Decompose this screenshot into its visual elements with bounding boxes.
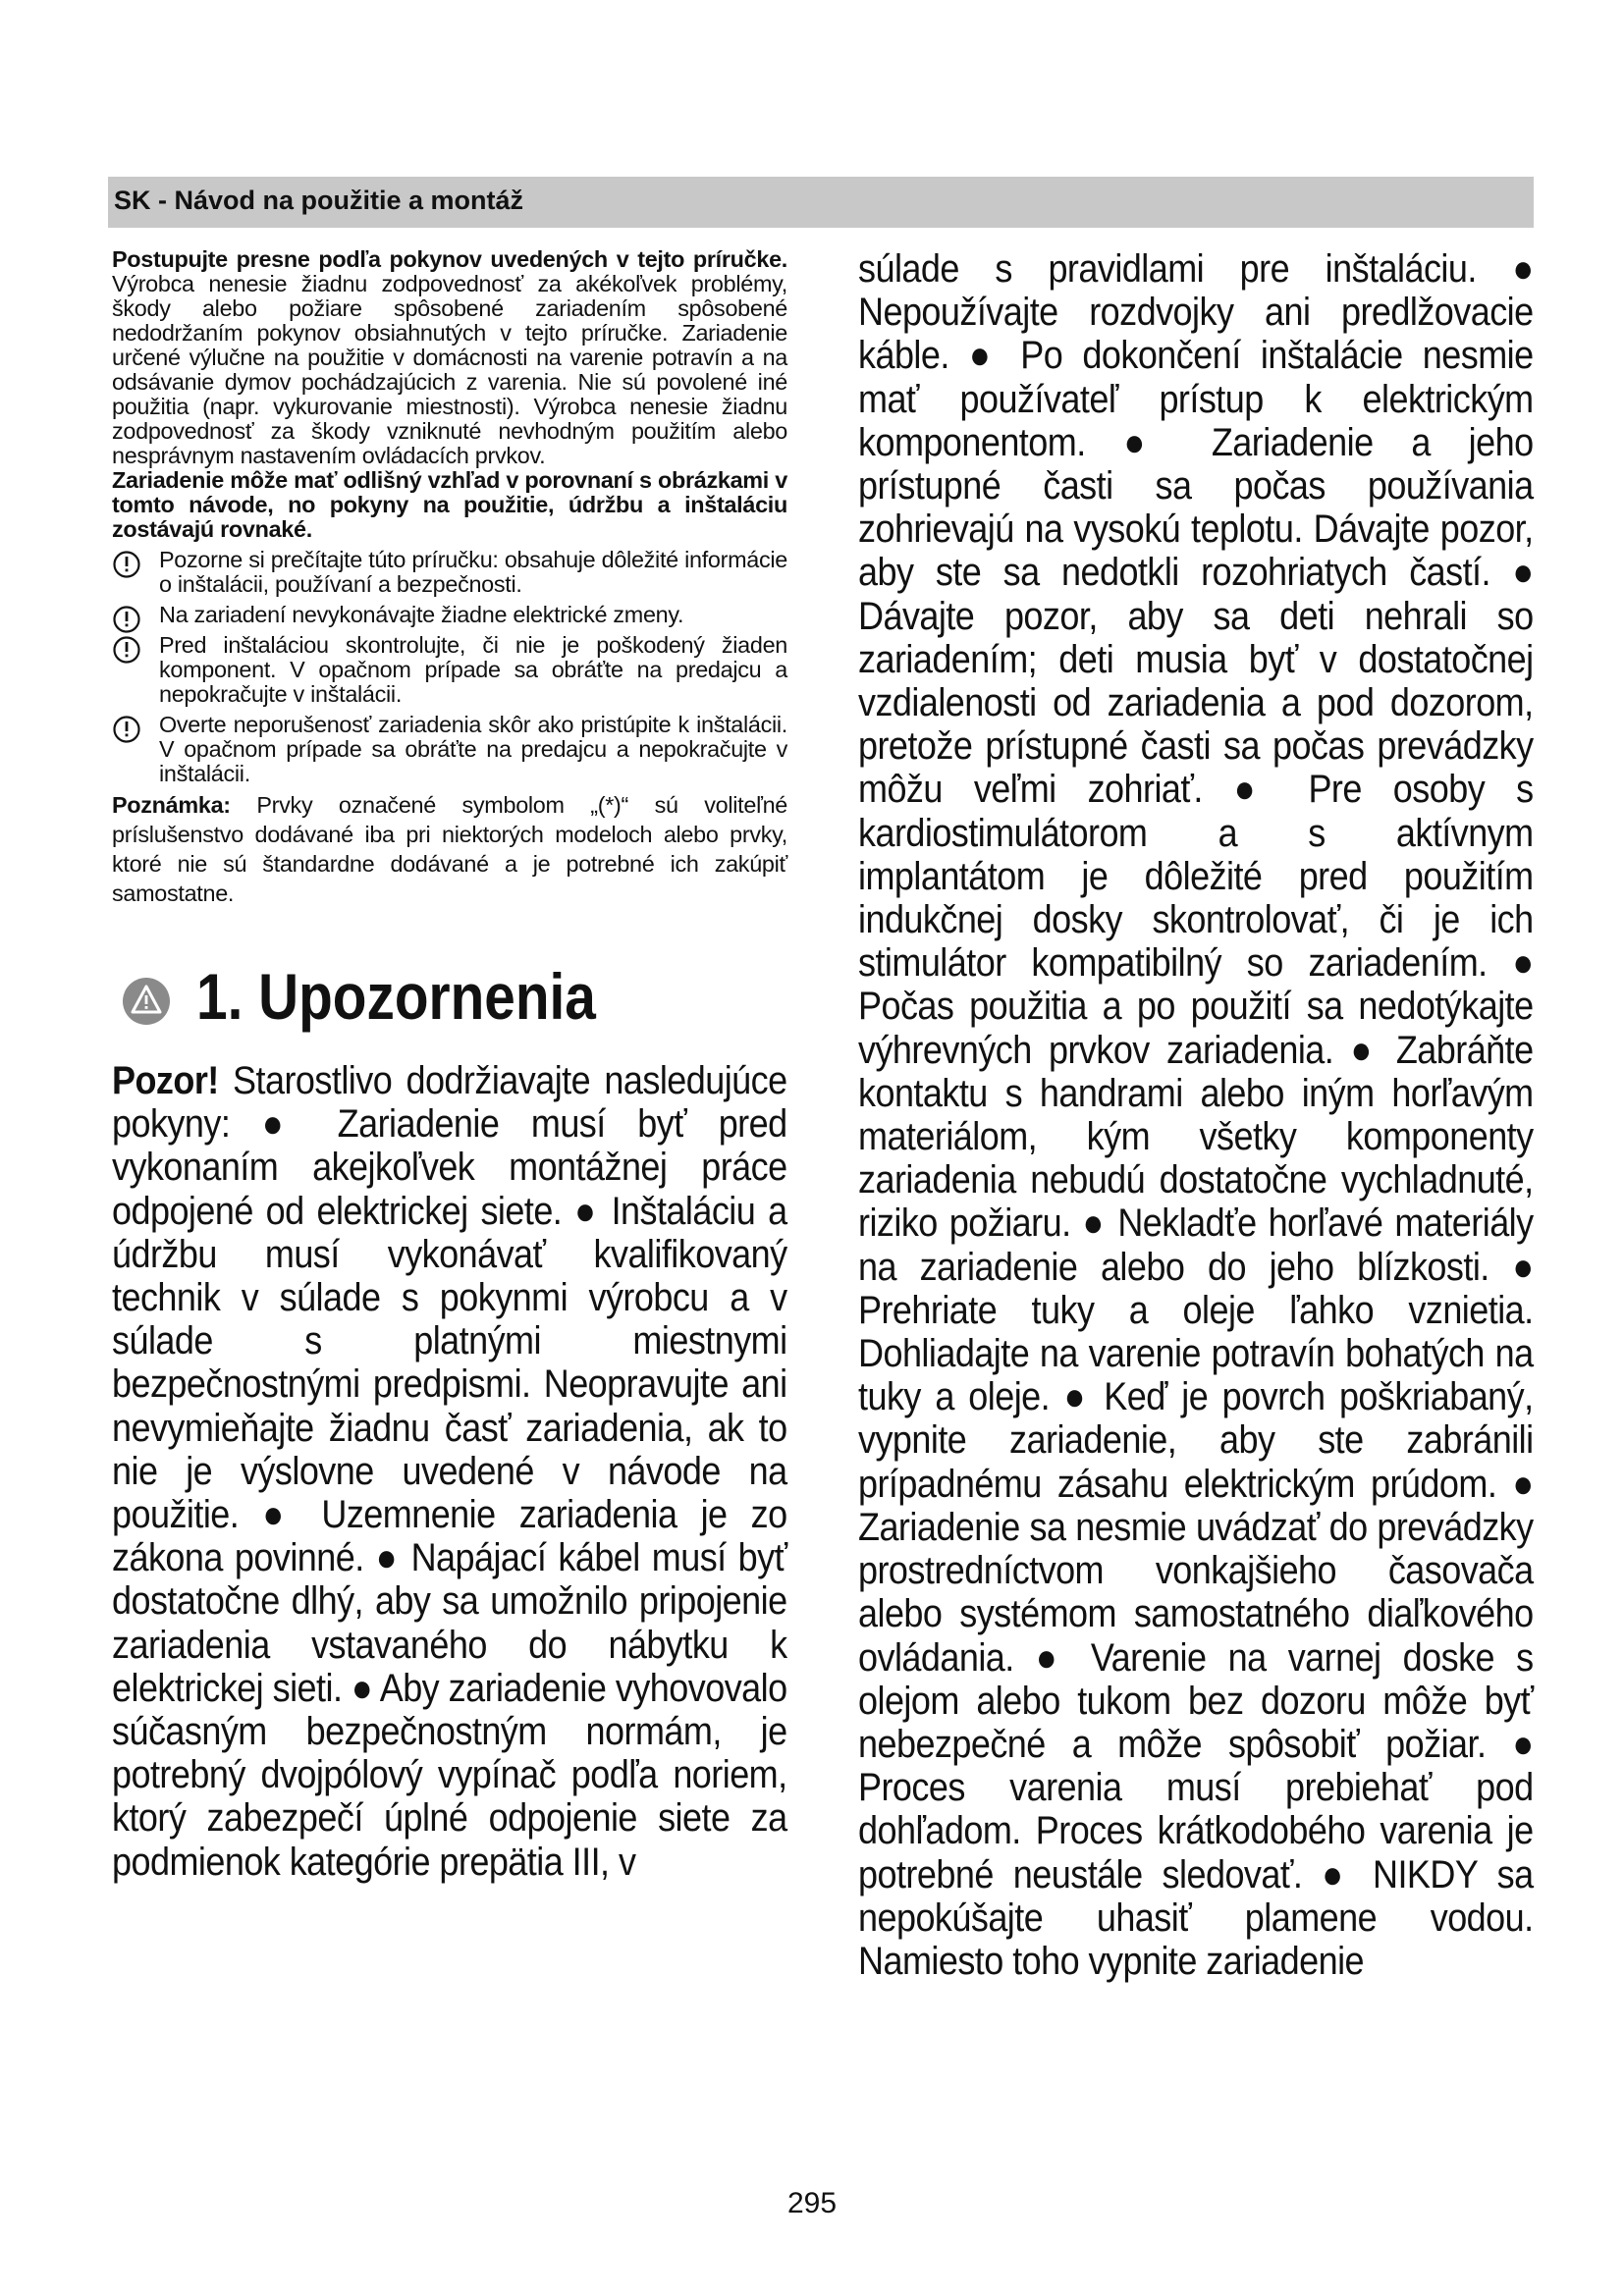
header-title: SK - Návod na použitie a montáž — [114, 186, 524, 215]
warning-text: Pozorne si prečítajte túto príručku: obsahuje dôležité informácie o inštalácii, používaní a bezpečnosti. — [159, 547, 787, 597]
note-text: Prvky označené symbolom „(*)“ sú voliteľné príslušenstvo dodávané iba pri niektorých modeloch alebo prvky, ktoré nie sú štandardne dodávané a je potrebné ich zakúpiť samostatne. — [112, 792, 787, 906]
warning-text: Pred inštaláciou skontrolujte, či nie je poškodený žiaden komponent. V opačnom prípade sa obráťte na predajcu a nepokračujte v inštalácii. — [159, 632, 787, 707]
section-left-paragraph — [112, 1059, 787, 1884]
note-paragraph — [112, 790, 787, 908]
exclamation-circle-icon — [112, 605, 141, 634]
section-title: 1. Upozornenia — [196, 960, 596, 1033]
intro-paragraph — [112, 247, 787, 468]
left-column — [112, 247, 787, 1884]
section-lead-bold: Pozor! — [112, 1059, 219, 1102]
exclamation-circle-icon — [112, 635, 141, 665]
intro-lead-bold: Postupujte presne podľa pokynov uvedených v tejto príručke. — [112, 246, 787, 272]
warning-item — [112, 633, 787, 707]
section-left-text: Starostlivo dodržiavajte nasledujúce pokyny: ● Zariadenie musí byť pred vykonaním akejkoľvek montážnej práce odpojené od elektrickej siete. ● Inštaláciu a údržbu musí vykonávať kvalifikovaný technik v súlade s pokynmi výrobcu a v súlade s platnými miestnymi bezpečnostnými predpismi. Neopravujte ani nevymieňajte žiadnu časť zariadenia, ak to nie je výslovne uvedené v návode na použitie. ● Uzemnenie zariadenia je zo zákona povinné. ● Napájací kábel musí byť dostatočne dlhý, aby sa umožnilo pripojenie zariadenia vstavaného do nábytku k elektrickej sieti. ● Aby zariadenie vyhovovalo súčasným bezpečnostným normám, je potrebný dvojpólový vypínač podľa noriem, ktorý zabezpečí úplné odpojenie siete za podmienok kategórie prepätia III, v — [112, 1059, 787, 1884]
exclamation-circle-icon — [112, 550, 141, 579]
intro-block — [112, 247, 787, 908]
warning-item — [112, 713, 787, 786]
page-number: 295 — [786, 2187, 838, 2219]
appearance-note: Zariadenie môže mať odlišný vzhľad v porovnaní s obrázkami v tomto návode, no pokyny na použitie, údržbu a inštaláciu zostávajú rovnaké. — [112, 467, 787, 542]
exclamation-circle-icon — [112, 715, 141, 744]
warning-text: Overte neporušenosť zariadenia skôr ako pristúpite k inštalácii. V opačnom prípade sa obráťte na predajcu a nepokračujte v inštalácii. — [159, 712, 787, 786]
warning-text: Na zariadení nevykonávajte žiadne elektrické zmeny. — [159, 602, 684, 627]
warning-triangle-icon — [122, 977, 171, 1026]
warning-item — [112, 548, 787, 597]
warning-item — [112, 603, 787, 627]
intro-lead-text: Výrobca nenesie žiadnu zodpovednosť za akékoľvek problémy, škody alebo požiare spôsobené zariadením spôsobené nedodržaním pokynov obsiahnutých v tejto príručke. Zariadenie určené výlučne na použitie v domácnosti na varenie potravín a na odsávanie dymov pochádzajúcich z varenia. Nie sú povolené iné použitia (napr. vykurovanie miestnosti). Výrobca nenesie žiadnu zodpovednosť za škody vzniknuté nevhodným použitím alebo nesprávnym nastavením ovládacích prvkov. — [112, 271, 787, 468]
section-right-paragraph: súlade s pravidlami pre inštaláciu. ● Nepoužívajte rozdvojky ani predlžovacie káble. ● Po dokončení inštalácie nesmie mať používateľ prístup k elektrickým komponentom. ● Zariadenie a jeho prístupné časti sa počas používania zohrievajú na vysokú teplotu. Dávajte pozor, aby ste sa nedotkli rozohriatych častí. ● Dávajte pozor, aby sa deti nehrali so zariadením; deti musia byť v dostatočnej vzdialenosti od zariadenia a pod dozorom, pretože prístupné časti sa počas prevádzky môžu veľmi zohriať. ● Pre osoby s kardiostimulátorom a s aktívnym implantátom je dôležité pred použitím indukčnej dosky skontrolovať, či je ich stimulátor kompatibilný so zariadením. ● Počas použitia a po použití sa nedotýkajte výhrevných prvkov zariadenia. ● Zabráňte kontaktu s handrami alebo iným horľavým materiálom, kým všetky komponenty zariadenia nebudú dostatočne vychladnuté, riziko požiaru. ● Nekladťe horľavé materiály na zariadenie alebo do jeho blízkosti. ● Prehriate tuky a oleje ľahko vznietia. Dohliadajte na varenie potravín bohatých na tuky a oleje. ● Keď je povrch poškriabaný, vypnite zariadenie, aby ste zabránili prípadnému zásahu elektrickým prúdom. ● Zariadenie sa nesmie uvádzať do prevádzky prostredníctvom vonkajšieho časovača alebo systémom samostatného diaľkového ovládania. ● Varenie na varnej doske s olejom alebo tukom bez dozoru môže byť nebezpečné a môže spôsobiť požiar. ● Proces varenia musí prebiehať pod dohľadom. Proces krátkodobého varenia je potrebné neustále sledovať. ● NIKDY sa nepokúšajte uhasiť plamene vodou. Namiesto toho vypnite zariadenie — [858, 247, 1534, 1983]
section-heading — [112, 959, 787, 1038]
right-column — [858, 247, 1534, 1983]
header-bar — [108, 177, 1534, 228]
note-label: Poznámka: — [112, 792, 231, 818]
